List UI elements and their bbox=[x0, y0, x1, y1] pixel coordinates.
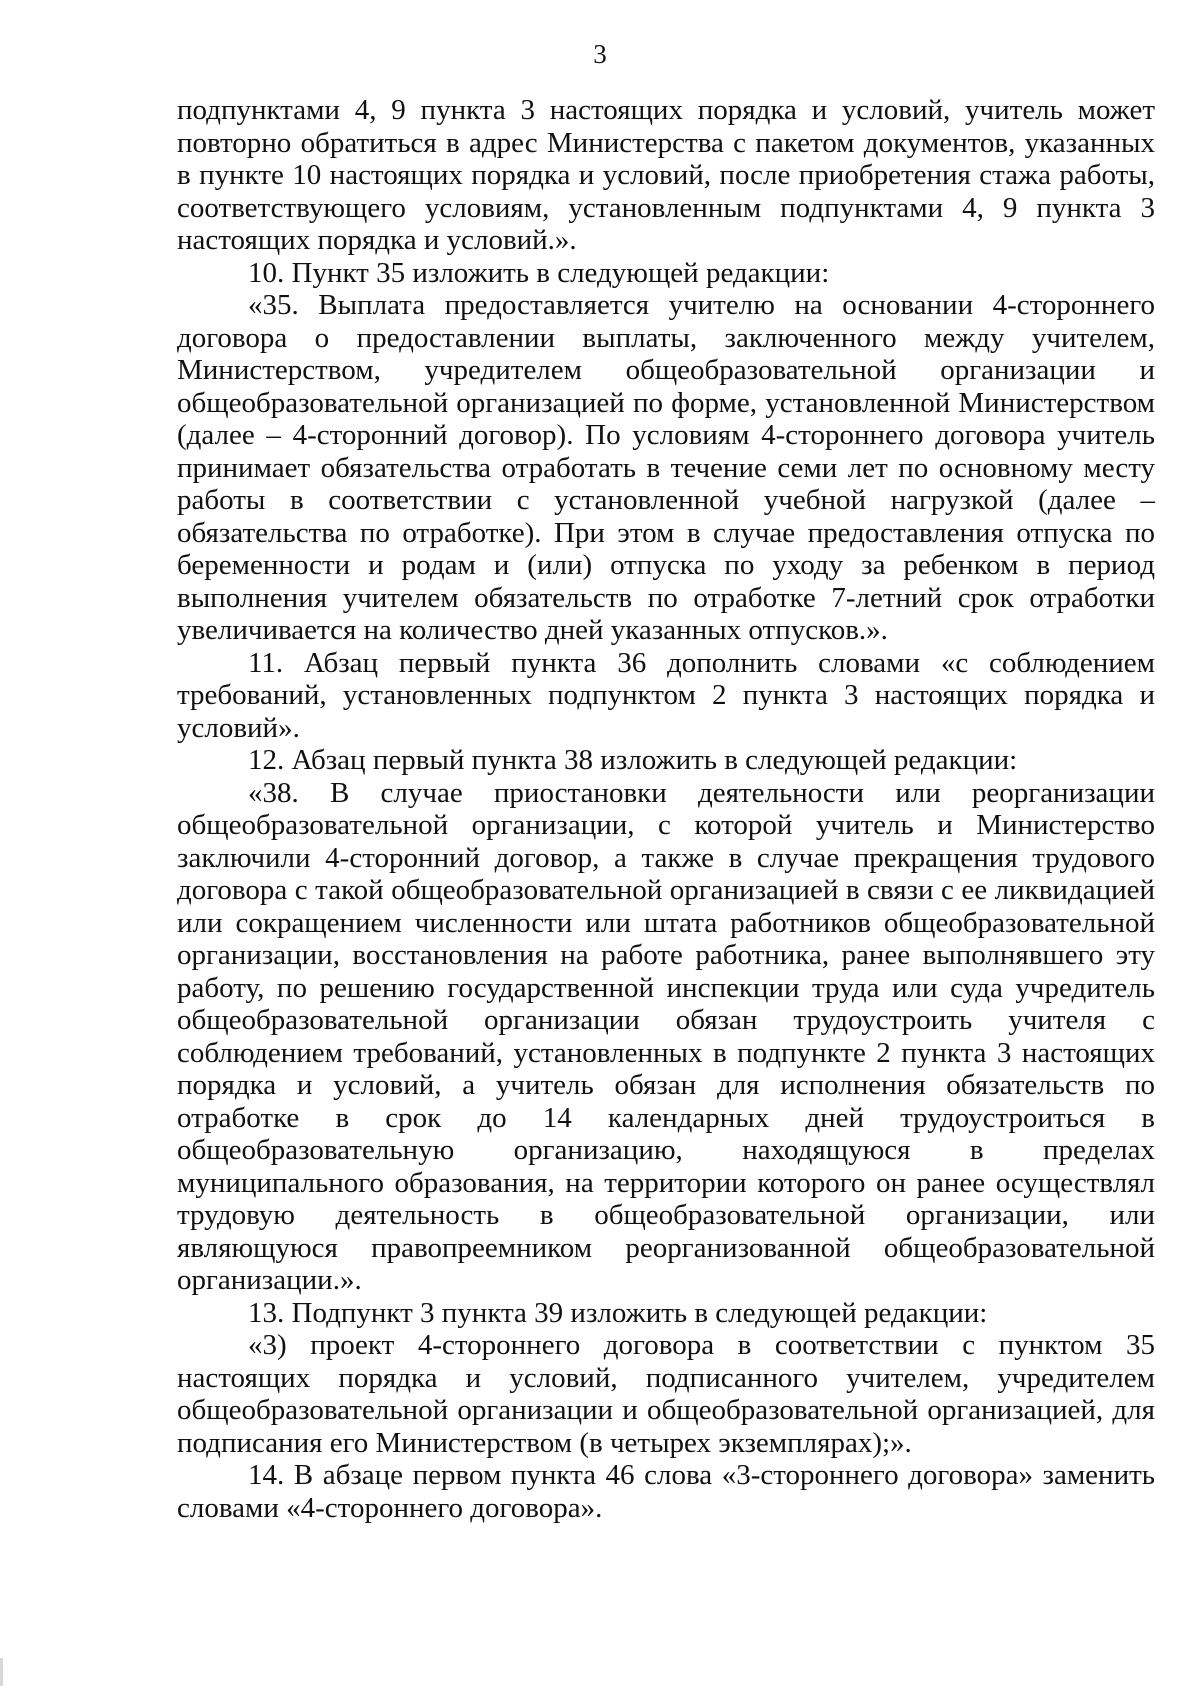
paragraph-continuation: подпунктами 4, 9 пункта 3 настоящих порядка и условий, учитель может повторно обратиться в адрес Министерства с пакетом документов, указанных в пункте 10 настоящих порядка и условий, после приобретения стажа работы, соответствующего условиям, установленным подпунктами 4, 9 пункта 3 настоящих порядка и условий.». bbox=[177, 94, 1155, 256]
paragraph-clause-35: «35. Выплата предоставляется учителю на основании 4-стороннего договора о предоставлении выплаты, заключенного между учителем, Министерством, учредителем общеобразовательной организации и общеобразовательной организацией по форме, установленной Министерством (далее – 4-сторонний договор). По условиям 4-стороннего договора учитель принимает обязательства отработать в течение семи лет по основному месту работы в соответствии с установленной учебной нагрузкой (далее – обязательства по отработке). При этом в случае предоставления отпуска по беременности и родам и (или) отпуска по уходу за ребенком в период выполнения учителем обязательств по отработке 7-летний срок отработки увеличивается на количество дней указанных отпусков.». bbox=[177, 289, 1155, 646]
paragraph-clause-38: «38. В случае приостановки деятельности или реорганизации общеобразовательной организации, с которой учитель и Министерство заключили 4-сторонний договор, а также в случае прекращения трудового договора с такой общеобразовательной организацией в связи с ее ликвидацией или сокращением численности или штата работников общеобразовательной организации, восстановления на работе работника, ранее выполнявшего эту работу, по решению государственной инспекции труда или суда учредитель общеобразовательной организации обязан трудоустроить учителя с соблюдением требований, установленных в подпункте 2 пункта 3 настоящих порядка и условий, а учитель обязан для исполнения обязательств по отработке в срок до 14 календарных дней трудоустроиться в общеобразовательную организацию, находящуюся в пределах муниципального образования, на территории которого он ранее осуществлял трудовую деятельность в общеобразовательной организации, или являющуюся правопреемником реорганизованной общеобразовательной организации.». bbox=[177, 776, 1155, 1296]
document-body bbox=[177, 94, 1155, 1524]
paragraph-item-13: 13. Подпункт 3 пункта 39 изложить в следующей редакции: bbox=[248, 1296, 988, 1329]
page-number: 3 bbox=[593, 39, 607, 69]
paragraph-subclause-3: «3) проект 4-стороннего договора в соответствии с пунктом 35 настоящих порядка и условий, подписанного учителем, учредителем общеобразовательной организации и общеобразовательной организацией, для подписания его Министерством (в четырех экземплярах);». bbox=[177, 1329, 1155, 1459]
scan-edge-mark bbox=[0, 1658, 3, 1686]
paragraph-item-12: 12. Абзац первый пункта 38 изложить в следующей редакции: bbox=[248, 744, 1018, 776]
paragraph-item-14: 14. В абзаце первом пункта 46 слова «3-стороннего договора» заменить словами «4-стороннего договора». bbox=[177, 1459, 1155, 1524]
paragraph-item-10: 10. Пункт 35 изложить в следующей редакции: bbox=[248, 256, 830, 289]
paragraph-item-11: 11. Абзац первый пункта 36 дополнить словами «с соблюдением требований, установленных подпунктом 2 пункта 3 настоящих порядка и условий». bbox=[177, 646, 1155, 744]
